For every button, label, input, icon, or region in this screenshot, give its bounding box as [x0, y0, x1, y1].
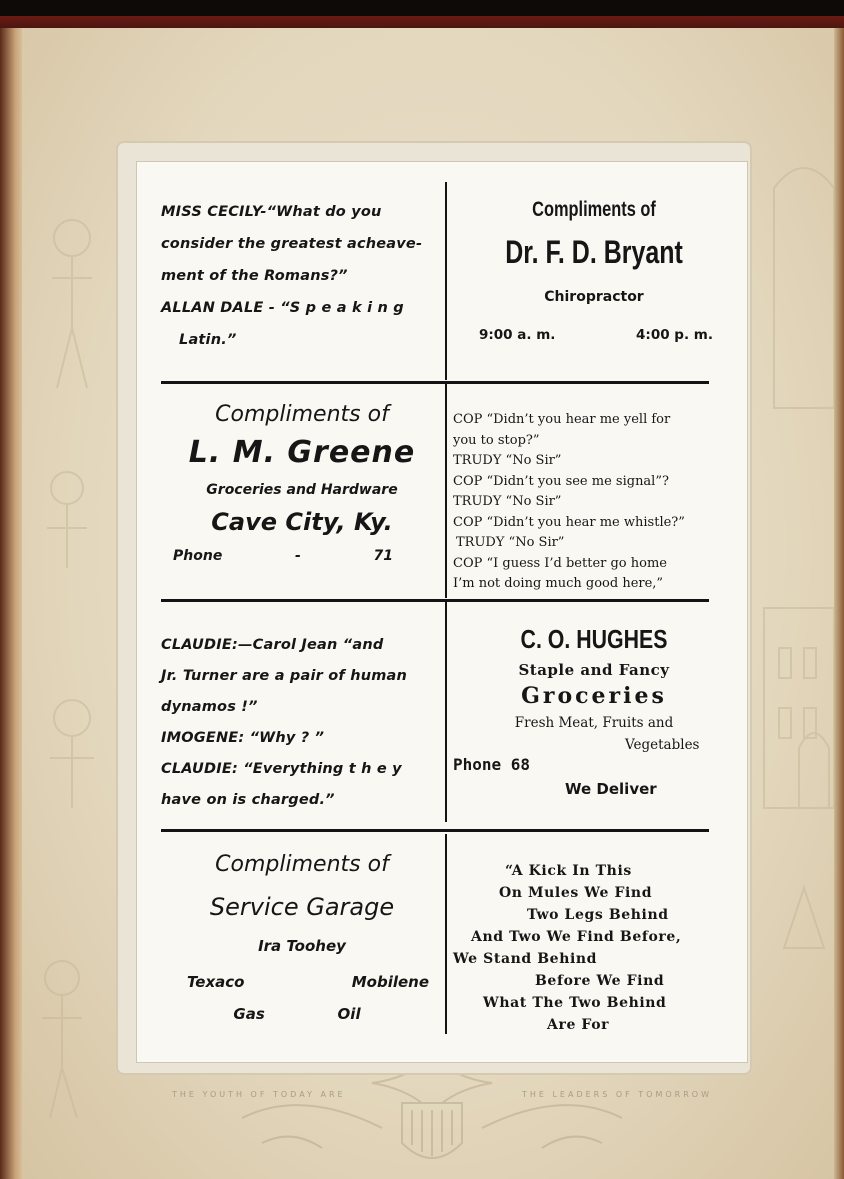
- joke-line: you to stop?”: [453, 432, 540, 448]
- joke-line: COP “Didn’t you hear me whistle?”: [453, 514, 685, 530]
- joke-line: COP “I guess I’d better go home: [453, 555, 667, 571]
- ad-lm-greene: [167, 402, 437, 564]
- garage-product-oil: Oil: [337, 1005, 361, 1023]
- book-spine: [0, 28, 22, 1179]
- divider-vertical-2: [445, 384, 447, 598]
- joke-line: CLAUDIE:—Carol Jean “and: [161, 637, 384, 653]
- greene-phone-label: Phone: [173, 548, 223, 564]
- hughes-line2: Groceries: [521, 683, 667, 709]
- joke-line: IMOGENE: “Why ? ”: [161, 730, 325, 746]
- bryant-hours-end: 4:00 p. m.: [636, 327, 713, 343]
- divider-horizontal-1: [161, 381, 709, 384]
- joke-line: TRUDY “No Sir”: [453, 453, 562, 468]
- divider-vertical-3: [445, 602, 447, 822]
- poem-line: What The Two Behind: [483, 995, 667, 1011]
- poem-line: Are For: [547, 1017, 610, 1033]
- poem-line: Before We Find: [535, 973, 665, 989]
- greene-heading: Compliments of: [215, 402, 389, 427]
- poem-line: We Stand Behind: [453, 951, 598, 967]
- poem-line: And Two We Find Before,: [471, 929, 682, 945]
- joke-line: CLAUDIE: “Everything t h e y: [161, 761, 402, 777]
- joke-line: ment of the Romans?”: [161, 268, 348, 284]
- joke-line: TRUDY “No Sir”: [453, 494, 562, 509]
- ads-grid: [136, 161, 748, 1063]
- bryant-hours-start: 9:00 a. m.: [479, 327, 556, 343]
- joke-line: COP “Didn’t you see me signal”?: [453, 473, 669, 489]
- joke-line: COP “Didn’t you hear me yell for: [453, 412, 671, 427]
- ad-service-garage: [167, 852, 437, 1023]
- background-illustration-left: [22, 158, 112, 1158]
- garage-product-gas: Gas: [233, 1005, 265, 1023]
- divider-horizontal-3: [161, 829, 709, 832]
- divider-vertical-4: [445, 834, 447, 1034]
- poem-line: Two Legs Behind: [527, 907, 669, 923]
- greene-phone: [167, 548, 437, 564]
- ad-co-hughes: [449, 624, 739, 798]
- joke-line: Jr. Turner are a pair of human: [161, 668, 408, 684]
- motto-banner: [172, 1084, 712, 1104]
- ad-dr-bryant: [449, 192, 739, 343]
- joke-line: MISS CECILY-“What do you: [161, 204, 382, 220]
- garage-name: Service Garage: [209, 893, 395, 921]
- poem-line: On Mules We Find: [499, 885, 653, 901]
- greene-line: Groceries and Hardware: [206, 482, 398, 498]
- garage-brands: [167, 973, 437, 991]
- garage-owner: Ira Toohey: [258, 937, 346, 955]
- joke-line: TRUDY “No Sir”: [456, 535, 565, 550]
- joke-miss-cecily: [161, 196, 431, 356]
- garage-heading: Compliments of: [215, 852, 389, 877]
- hughes-delivery: We Deliver: [565, 780, 657, 798]
- joke-line: Latin.”: [179, 332, 237, 348]
- greene-phone-number: 71: [373, 548, 393, 564]
- joke-cop-trudy: [453, 410, 733, 595]
- joke-line: I’m not doing much good here,”: [453, 576, 664, 591]
- yearbook-page: [22, 28, 844, 1179]
- bryant-name: Dr. F. D. Bryant: [505, 234, 683, 270]
- hughes-line1: Staple and Fancy: [518, 661, 670, 679]
- hughes-phone: Phone 68: [453, 755, 531, 774]
- greene-city: Cave City, Ky.: [211, 508, 393, 536]
- poem-mules: [453, 860, 743, 1036]
- poem-line: “A Kick In This: [505, 863, 632, 879]
- greene-phone-dash: -: [295, 548, 301, 564]
- bryant-profession: Chiropractor: [544, 289, 644, 305]
- divider-horizontal-2: [161, 599, 709, 602]
- garage-brand-texaco: Texaco: [187, 973, 245, 991]
- hughes-name: C. O. HUGHES: [520, 624, 668, 654]
- garage-brand-mobilene: Mobilene: [351, 973, 429, 991]
- motto-left: THE YOUTH OF TODAY ARE: [172, 1089, 346, 1099]
- hughes-line3: Fresh Meat, Fruits and: [514, 715, 674, 731]
- hughes-line4: Vegetables: [625, 737, 700, 753]
- garage-products: [167, 1005, 437, 1023]
- divider-vertical-1: [445, 182, 447, 380]
- joke-line: ALLAN DALE - “S p e a k i n g: [161, 300, 404, 316]
- joke-line: consider the greatest acheave-: [161, 236, 423, 252]
- bryant-heading: Compliments of: [532, 198, 656, 221]
- bryant-hours: [449, 327, 739, 343]
- background-illustration-right: [744, 128, 844, 1128]
- greene-name: L. M. Greene: [188, 435, 416, 470]
- motto-right: THE LEADERS OF TOMORROW: [521, 1089, 712, 1099]
- ads-panel: [118, 143, 750, 1073]
- joke-line: have on is charged.”: [161, 792, 335, 808]
- joke-claudie-imogene: [161, 630, 431, 816]
- joke-line: dynamos !”: [161, 699, 258, 715]
